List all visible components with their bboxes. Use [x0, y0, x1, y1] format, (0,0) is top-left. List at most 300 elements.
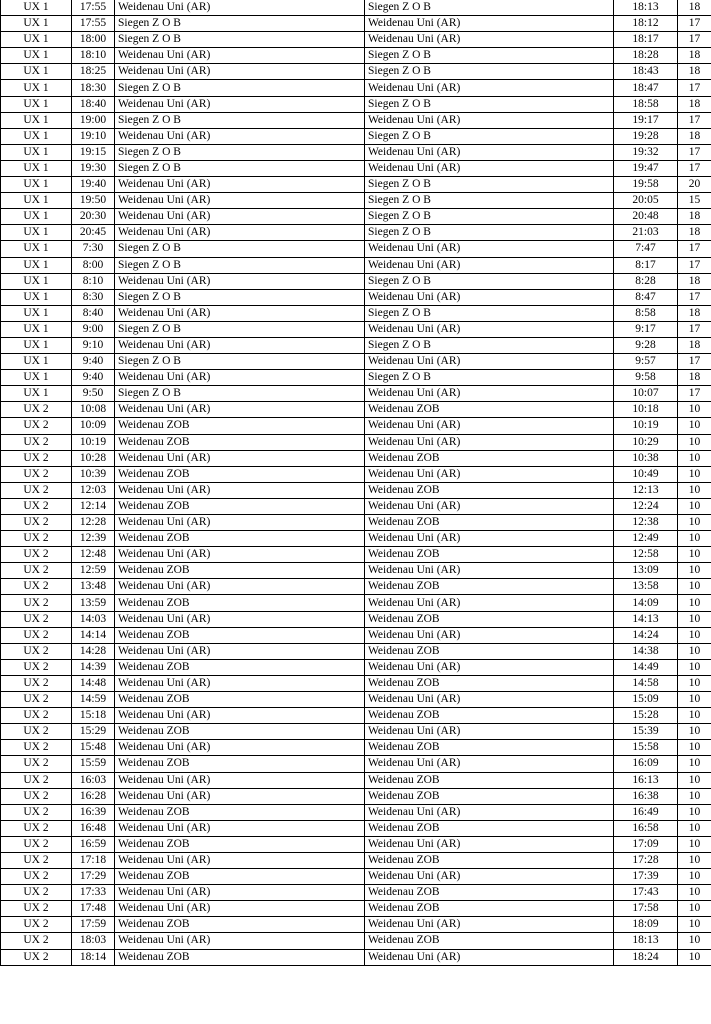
origin-stop-cell: Weidenau Uni (AR) — [115, 643, 365, 659]
line-cell: UX 1 — [1, 193, 72, 209]
arrival-time-cell: 18:13 — [614, 0, 678, 16]
arrival-time-cell: 10:38 — [614, 450, 678, 466]
departure-time-cell: 18:30 — [72, 80, 115, 96]
duration-cell: 10 — [678, 852, 711, 868]
departure-time-cell: 12:59 — [72, 563, 115, 579]
table-row — [1, 289, 711, 305]
table-row — [1, 209, 711, 225]
destination-stop-cell: Weidenau Uni (AR) — [365, 869, 614, 885]
departure-time-cell: 9:40 — [72, 354, 115, 370]
duration-cell: 10 — [678, 788, 711, 804]
duration-cell: 10 — [678, 563, 711, 579]
line-cell: UX 2 — [1, 402, 72, 418]
arrival-time-cell: 14:49 — [614, 659, 678, 675]
destination-stop-cell: Weidenau ZOB — [365, 901, 614, 917]
origin-stop-cell: Weidenau Uni (AR) — [115, 225, 365, 241]
arrival-time-cell: 21:03 — [614, 225, 678, 241]
origin-stop-cell: Siegen Z O B — [115, 289, 365, 305]
line-cell: UX 2 — [1, 434, 72, 450]
departure-time-cell: 19:30 — [72, 160, 115, 176]
duration-cell: 10 — [678, 869, 711, 885]
departure-time-cell: 14:59 — [72, 692, 115, 708]
table-row — [1, 659, 711, 675]
table-row — [1, 32, 711, 48]
origin-stop-cell: Weidenau Uni (AR) — [115, 708, 365, 724]
departure-time-cell: 17:18 — [72, 852, 115, 868]
arrival-time-cell: 10:19 — [614, 418, 678, 434]
table-row — [1, 933, 711, 949]
departure-time-cell: 8:40 — [72, 305, 115, 321]
origin-stop-cell: Weidenau ZOB — [115, 531, 365, 547]
timetable-body — [1, 0, 711, 965]
origin-stop-cell: Weidenau ZOB — [115, 804, 365, 820]
duration-cell: 10 — [678, 498, 711, 514]
duration-cell: 10 — [678, 450, 711, 466]
departure-time-cell: 17:48 — [72, 901, 115, 917]
arrival-time-cell: 13:09 — [614, 563, 678, 579]
line-cell: UX 1 — [1, 96, 72, 112]
destination-stop-cell: Weidenau ZOB — [365, 547, 614, 563]
line-cell: UX 2 — [1, 466, 72, 482]
duration-cell: 17 — [678, 160, 711, 176]
duration-cell: 10 — [678, 434, 711, 450]
table-row — [1, 498, 711, 514]
duration-cell: 18 — [678, 0, 711, 16]
table-row — [1, 225, 711, 241]
arrival-time-cell: 18:43 — [614, 64, 678, 80]
table-row — [1, 370, 711, 386]
table-row — [1, 96, 711, 112]
arrival-time-cell: 19:58 — [614, 177, 678, 193]
line-cell: UX 2 — [1, 515, 72, 531]
origin-stop-cell: Siegen Z O B — [115, 160, 365, 176]
destination-stop-cell: Weidenau ZOB — [365, 852, 614, 868]
arrival-time-cell: 10:07 — [614, 386, 678, 402]
destination-stop-cell: Weidenau ZOB — [365, 933, 614, 949]
line-cell: UX 1 — [1, 48, 72, 64]
origin-stop-cell: Weidenau Uni (AR) — [115, 193, 365, 209]
origin-stop-cell: Weidenau Uni (AR) — [115, 128, 365, 144]
line-cell: UX 1 — [1, 0, 72, 16]
arrival-time-cell: 8:58 — [614, 305, 678, 321]
destination-stop-cell: Siegen Z O B — [365, 96, 614, 112]
destination-stop-cell: Siegen Z O B — [365, 209, 614, 225]
duration-cell: 17 — [678, 386, 711, 402]
destination-stop-cell: Siegen Z O B — [365, 273, 614, 289]
departure-time-cell: 15:59 — [72, 756, 115, 772]
origin-stop-cell: Weidenau ZOB — [115, 627, 365, 643]
arrival-time-cell: 12:49 — [614, 531, 678, 547]
destination-stop-cell: Siegen Z O B — [365, 0, 614, 16]
origin-stop-cell: Weidenau ZOB — [115, 466, 365, 482]
table-row — [1, 482, 711, 498]
origin-stop-cell: Weidenau Uni (AR) — [115, 772, 365, 788]
table-row — [1, 515, 711, 531]
destination-stop-cell: Weidenau ZOB — [365, 643, 614, 659]
duration-cell: 15 — [678, 193, 711, 209]
origin-stop-cell: Weidenau Uni (AR) — [115, 450, 365, 466]
table-row — [1, 836, 711, 852]
table-row — [1, 643, 711, 659]
origin-stop-cell: Weidenau ZOB — [115, 659, 365, 675]
origin-stop-cell: Weidenau Uni (AR) — [115, 305, 365, 321]
table-row — [1, 450, 711, 466]
departure-time-cell: 16:39 — [72, 804, 115, 820]
arrival-time-cell: 7:47 — [614, 241, 678, 257]
origin-stop-cell: Weidenau ZOB — [115, 869, 365, 885]
line-cell: UX 1 — [1, 160, 72, 176]
duration-cell: 17 — [678, 16, 711, 32]
table-row — [1, 708, 711, 724]
line-cell: UX 2 — [1, 949, 72, 965]
origin-stop-cell: Weidenau ZOB — [115, 949, 365, 965]
arrival-time-cell: 15:09 — [614, 692, 678, 708]
origin-stop-cell: Weidenau Uni (AR) — [115, 337, 365, 353]
departure-time-cell: 19:15 — [72, 144, 115, 160]
departure-time-cell: 9:00 — [72, 321, 115, 337]
duration-cell: 10 — [678, 724, 711, 740]
departure-time-cell: 10:39 — [72, 466, 115, 482]
departure-time-cell: 12:14 — [72, 498, 115, 514]
duration-cell: 10 — [678, 595, 711, 611]
table-row — [1, 257, 711, 273]
destination-stop-cell: Weidenau Uni (AR) — [365, 466, 614, 482]
arrival-time-cell: 17:43 — [614, 885, 678, 901]
departure-time-cell: 14:14 — [72, 627, 115, 643]
departure-time-cell: 18:00 — [72, 32, 115, 48]
arrival-time-cell: 15:58 — [614, 740, 678, 756]
origin-stop-cell: Weidenau ZOB — [115, 418, 365, 434]
origin-stop-cell: Weidenau Uni (AR) — [115, 64, 365, 80]
line-cell: UX 1 — [1, 273, 72, 289]
duration-cell: 10 — [678, 402, 711, 418]
arrival-time-cell: 10:49 — [614, 466, 678, 482]
arrival-time-cell: 16:38 — [614, 788, 678, 804]
origin-stop-cell: Weidenau Uni (AR) — [115, 901, 365, 917]
table-row — [1, 563, 711, 579]
table-row — [1, 144, 711, 160]
destination-stop-cell: Weidenau Uni (AR) — [365, 144, 614, 160]
table-row — [1, 402, 711, 418]
duration-cell: 17 — [678, 80, 711, 96]
origin-stop-cell: Weidenau Uni (AR) — [115, 0, 365, 16]
line-cell: UX 2 — [1, 869, 72, 885]
arrival-time-cell: 9:17 — [614, 321, 678, 337]
line-cell: UX 2 — [1, 885, 72, 901]
destination-stop-cell: Weidenau ZOB — [365, 740, 614, 756]
table-row — [1, 627, 711, 643]
departure-time-cell: 20:30 — [72, 209, 115, 225]
line-cell: UX 2 — [1, 917, 72, 933]
origin-stop-cell: Weidenau ZOB — [115, 434, 365, 450]
table-row — [1, 852, 711, 868]
duration-cell: 10 — [678, 756, 711, 772]
table-row — [1, 901, 711, 917]
destination-stop-cell: Weidenau Uni (AR) — [365, 659, 614, 675]
destination-stop-cell: Weidenau ZOB — [365, 708, 614, 724]
line-cell: UX 2 — [1, 724, 72, 740]
destination-stop-cell: Weidenau ZOB — [365, 788, 614, 804]
origin-stop-cell: Weidenau ZOB — [115, 692, 365, 708]
arrival-time-cell: 8:28 — [614, 273, 678, 289]
departure-time-cell: 17:59 — [72, 917, 115, 933]
origin-stop-cell: Siegen Z O B — [115, 16, 365, 32]
line-cell: UX 2 — [1, 611, 72, 627]
destination-stop-cell: Weidenau Uni (AR) — [365, 16, 614, 32]
arrival-time-cell: 17:58 — [614, 901, 678, 917]
destination-stop-cell: Weidenau Uni (AR) — [365, 595, 614, 611]
arrival-time-cell: 18:47 — [614, 80, 678, 96]
duration-cell: 10 — [678, 547, 711, 563]
departure-time-cell: 16:03 — [72, 772, 115, 788]
arrival-time-cell: 14:09 — [614, 595, 678, 611]
table-row — [1, 692, 711, 708]
duration-cell: 18 — [678, 48, 711, 64]
arrival-time-cell: 19:17 — [614, 112, 678, 128]
origin-stop-cell: Siegen Z O B — [115, 241, 365, 257]
duration-cell: 10 — [678, 772, 711, 788]
duration-cell: 10 — [678, 740, 711, 756]
arrival-time-cell: 16:58 — [614, 820, 678, 836]
line-cell: UX 2 — [1, 418, 72, 434]
table-row — [1, 788, 711, 804]
arrival-time-cell: 12:38 — [614, 515, 678, 531]
departure-time-cell: 12:03 — [72, 482, 115, 498]
duration-cell: 10 — [678, 611, 711, 627]
origin-stop-cell: Siegen Z O B — [115, 321, 365, 337]
duration-cell: 17 — [678, 321, 711, 337]
line-cell: UX 2 — [1, 595, 72, 611]
departure-time-cell: 10:28 — [72, 450, 115, 466]
arrival-time-cell: 12:58 — [614, 547, 678, 563]
arrival-time-cell: 18:09 — [614, 917, 678, 933]
origin-stop-cell: Weidenau ZOB — [115, 756, 365, 772]
origin-stop-cell: Siegen Z O B — [115, 80, 365, 96]
destination-stop-cell: Weidenau Uni (AR) — [365, 32, 614, 48]
table-row — [1, 418, 711, 434]
departure-time-cell: 8:00 — [72, 257, 115, 273]
arrival-time-cell: 17:09 — [614, 836, 678, 852]
table-row — [1, 756, 711, 772]
origin-stop-cell: Weidenau Uni (AR) — [115, 820, 365, 836]
origin-stop-cell: Weidenau Uni (AR) — [115, 933, 365, 949]
duration-cell: 10 — [678, 675, 711, 691]
arrival-time-cell: 14:58 — [614, 675, 678, 691]
line-cell: UX 2 — [1, 675, 72, 691]
departure-time-cell: 16:59 — [72, 836, 115, 852]
line-cell: UX 2 — [1, 498, 72, 514]
departure-time-cell: 14:03 — [72, 611, 115, 627]
destination-stop-cell: Weidenau Uni (AR) — [365, 531, 614, 547]
table-row — [1, 160, 711, 176]
arrival-time-cell: 10:29 — [614, 434, 678, 450]
line-cell: UX 1 — [1, 80, 72, 96]
origin-stop-cell: Siegen Z O B — [115, 144, 365, 160]
origin-stop-cell: Weidenau ZOB — [115, 836, 365, 852]
line-cell: UX 1 — [1, 337, 72, 353]
duration-cell: 10 — [678, 836, 711, 852]
origin-stop-cell: Weidenau Uni (AR) — [115, 852, 365, 868]
duration-cell: 10 — [678, 627, 711, 643]
line-cell: UX 1 — [1, 144, 72, 160]
departure-time-cell: 18:25 — [72, 64, 115, 80]
departure-time-cell: 17:55 — [72, 0, 115, 16]
duration-cell: 10 — [678, 659, 711, 675]
duration-cell: 17 — [678, 144, 711, 160]
duration-cell: 10 — [678, 708, 711, 724]
table-row — [1, 177, 711, 193]
table-row — [1, 273, 711, 289]
line-cell: UX 1 — [1, 257, 72, 273]
line-cell: UX 1 — [1, 321, 72, 337]
table-row — [1, 724, 711, 740]
line-cell: UX 2 — [1, 643, 72, 659]
destination-stop-cell: Siegen Z O B — [365, 225, 614, 241]
destination-stop-cell: Weidenau ZOB — [365, 482, 614, 498]
table-row — [1, 128, 711, 144]
departure-time-cell: 12:39 — [72, 531, 115, 547]
origin-stop-cell: Siegen Z O B — [115, 112, 365, 128]
line-cell: UX 1 — [1, 32, 72, 48]
table-row — [1, 193, 711, 209]
table-row — [1, 869, 711, 885]
departure-time-cell: 14:48 — [72, 675, 115, 691]
arrival-time-cell: 17:28 — [614, 852, 678, 868]
destination-stop-cell: Weidenau Uni (AR) — [365, 692, 614, 708]
departure-time-cell: 19:10 — [72, 128, 115, 144]
table-row — [1, 595, 711, 611]
departure-time-cell: 18:14 — [72, 949, 115, 965]
line-cell: UX 2 — [1, 579, 72, 595]
origin-stop-cell: Weidenau Uni (AR) — [115, 788, 365, 804]
departure-time-cell: 8:10 — [72, 273, 115, 289]
destination-stop-cell: Weidenau Uni (AR) — [365, 836, 614, 852]
departure-time-cell: 12:48 — [72, 547, 115, 563]
origin-stop-cell: Weidenau Uni (AR) — [115, 740, 365, 756]
arrival-time-cell: 19:28 — [614, 128, 678, 144]
duration-cell: 17 — [678, 257, 711, 273]
origin-stop-cell: Weidenau Uni (AR) — [115, 402, 365, 418]
destination-stop-cell: Weidenau ZOB — [365, 675, 614, 691]
departure-time-cell: 15:29 — [72, 724, 115, 740]
table-row — [1, 949, 711, 965]
table-row — [1, 917, 711, 933]
table-row — [1, 804, 711, 820]
destination-stop-cell: Weidenau Uni (AR) — [365, 386, 614, 402]
duration-cell: 18 — [678, 96, 711, 112]
table-row — [1, 241, 711, 257]
destination-stop-cell: Siegen Z O B — [365, 128, 614, 144]
duration-cell: 17 — [678, 112, 711, 128]
duration-cell: 17 — [678, 289, 711, 305]
arrival-time-cell: 17:39 — [614, 869, 678, 885]
destination-stop-cell: Weidenau Uni (AR) — [365, 321, 614, 337]
arrival-time-cell: 14:38 — [614, 643, 678, 659]
origin-stop-cell: Siegen Z O B — [115, 32, 365, 48]
destination-stop-cell: Weidenau ZOB — [365, 820, 614, 836]
origin-stop-cell: Weidenau Uni (AR) — [115, 273, 365, 289]
destination-stop-cell: Weidenau Uni (AR) — [365, 160, 614, 176]
table-row — [1, 80, 711, 96]
destination-stop-cell: Weidenau Uni (AR) — [365, 804, 614, 820]
line-cell: UX 2 — [1, 482, 72, 498]
duration-cell: 10 — [678, 933, 711, 949]
arrival-time-cell: 15:28 — [614, 708, 678, 724]
line-cell: UX 2 — [1, 901, 72, 917]
origin-stop-cell: Weidenau ZOB — [115, 595, 365, 611]
origin-stop-cell: Weidenau Uni (AR) — [115, 885, 365, 901]
destination-stop-cell: Weidenau Uni (AR) — [365, 354, 614, 370]
origin-stop-cell: Weidenau Uni (AR) — [115, 48, 365, 64]
destination-stop-cell: Siegen Z O B — [365, 337, 614, 353]
destination-stop-cell: Siegen Z O B — [365, 305, 614, 321]
line-cell: UX 2 — [1, 804, 72, 820]
duration-cell: 10 — [678, 917, 711, 933]
line-cell: UX 1 — [1, 241, 72, 257]
duration-cell: 10 — [678, 901, 711, 917]
destination-stop-cell: Weidenau ZOB — [365, 402, 614, 418]
table-row — [1, 466, 711, 482]
duration-cell: 10 — [678, 531, 711, 547]
line-cell: UX 1 — [1, 112, 72, 128]
arrival-time-cell: 14:24 — [614, 627, 678, 643]
line-cell: UX 1 — [1, 386, 72, 402]
departure-time-cell: 9:50 — [72, 386, 115, 402]
origin-stop-cell: Weidenau Uni (AR) — [115, 209, 365, 225]
line-cell: UX 2 — [1, 756, 72, 772]
table-row — [1, 531, 711, 547]
origin-stop-cell: Weidenau ZOB — [115, 563, 365, 579]
table-row — [1, 579, 711, 595]
destination-stop-cell: Weidenau Uni (AR) — [365, 289, 614, 305]
table-row — [1, 386, 711, 402]
departure-time-cell: 19:50 — [72, 193, 115, 209]
departure-time-cell: 18:03 — [72, 933, 115, 949]
origin-stop-cell: Weidenau ZOB — [115, 498, 365, 514]
departure-time-cell: 16:28 — [72, 788, 115, 804]
arrival-time-cell: 8:17 — [614, 257, 678, 273]
arrival-time-cell: 18:17 — [614, 32, 678, 48]
line-cell: UX 2 — [1, 933, 72, 949]
duration-cell: 17 — [678, 241, 711, 257]
table-row — [1, 547, 711, 563]
origin-stop-cell: Weidenau Uni (AR) — [115, 96, 365, 112]
table-row — [1, 354, 711, 370]
destination-stop-cell: Weidenau Uni (AR) — [365, 724, 614, 740]
table-row — [1, 885, 711, 901]
arrival-time-cell: 16:09 — [614, 756, 678, 772]
duration-cell: 17 — [678, 32, 711, 48]
line-cell: UX 2 — [1, 740, 72, 756]
table-row — [1, 337, 711, 353]
departure-time-cell: 14:28 — [72, 643, 115, 659]
duration-cell: 10 — [678, 885, 711, 901]
origin-stop-cell: Weidenau Uni (AR) — [115, 177, 365, 193]
line-cell: UX 1 — [1, 177, 72, 193]
duration-cell: 10 — [678, 804, 711, 820]
arrival-time-cell: 18:58 — [614, 96, 678, 112]
departure-time-cell: 17:29 — [72, 869, 115, 885]
destination-stop-cell: Siegen Z O B — [365, 193, 614, 209]
departure-time-cell: 12:28 — [72, 515, 115, 531]
destination-stop-cell: Weidenau Uni (AR) — [365, 80, 614, 96]
arrival-time-cell: 12:13 — [614, 482, 678, 498]
duration-cell: 18 — [678, 209, 711, 225]
destination-stop-cell: Weidenau ZOB — [365, 772, 614, 788]
table-row — [1, 820, 711, 836]
destination-stop-cell: Weidenau Uni (AR) — [365, 434, 614, 450]
table-row — [1, 16, 711, 32]
